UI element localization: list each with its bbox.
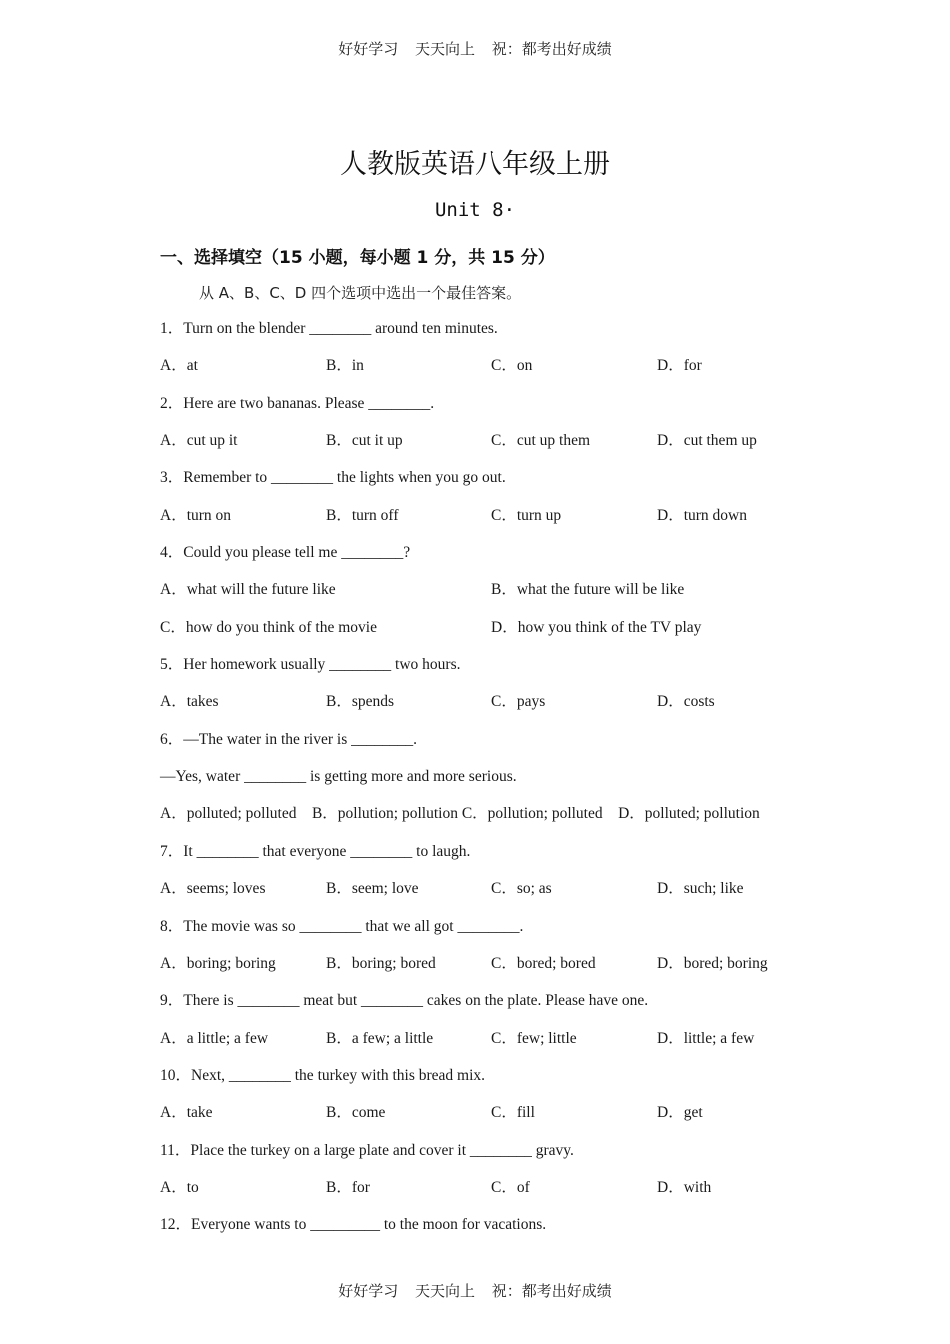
question-list bbox=[160, 317, 820, 1251]
option-a: A．what will the future like bbox=[160, 581, 336, 599]
instruction-text: 从 A、B、C、D 四个选项中选出一个最佳答案。 bbox=[199, 284, 522, 302]
option-row bbox=[160, 1027, 820, 1064]
option-c: C．so; as bbox=[491, 880, 552, 898]
option-a: A．take bbox=[160, 1104, 213, 1122]
option-row bbox=[160, 1176, 820, 1213]
question-stem: 2．Here are two bananas. Please ________. bbox=[160, 394, 435, 412]
option-b: B．seem; love bbox=[326, 880, 419, 898]
option-c: C．cut up them bbox=[491, 432, 591, 450]
option-b: B．turn off bbox=[326, 506, 399, 524]
header-left: 好好学习 bbox=[338, 40, 399, 58]
question-stem: 10．Next, ________ the turkey with this bread mix. bbox=[160, 1066, 486, 1084]
document-title: 人教版英语八年级上册 bbox=[340, 149, 610, 180]
option-row bbox=[160, 690, 820, 727]
option-a: A．seems; loves bbox=[160, 880, 266, 898]
question-stem: 9．There is ________ meat but ________ cakes on the plate. Please have one. bbox=[160, 992, 649, 1010]
header-middle: 天天向上 bbox=[414, 40, 475, 58]
option-b: B．boring; bored bbox=[326, 954, 436, 972]
footer-left: 好好学习 bbox=[338, 1282, 399, 1300]
question-stem: 12．Everyone wants to _________ to the moon for vacations. bbox=[160, 1216, 547, 1234]
question-stem: 11．Place the turkey on a large plate and cover it ________ gravy. bbox=[160, 1141, 574, 1159]
option-d: D．costs bbox=[657, 693, 715, 711]
option-b: B．what the future will be like bbox=[491, 581, 685, 599]
option-c: C．turn up bbox=[491, 506, 562, 524]
option-c: C．fill bbox=[491, 1104, 535, 1122]
question-stem-reply: —Yes, water ________ is getting more and more serious. bbox=[160, 768, 517, 786]
option-c: C．on bbox=[491, 357, 533, 375]
option-a: A．boring; boring bbox=[160, 954, 276, 972]
question-stem: 3．Remember to ________ the lights when you go out. bbox=[160, 469, 506, 487]
option-d: D．bored; boring bbox=[657, 954, 768, 972]
option-c: C．of bbox=[491, 1178, 530, 1196]
option-a: A．a little; a few bbox=[160, 1029, 269, 1047]
option-d: D．turn down bbox=[657, 506, 747, 524]
option-row bbox=[160, 354, 820, 391]
option-row bbox=[160, 1101, 820, 1138]
question-stem: 7．It ________ that everyone ________ to laugh. bbox=[160, 842, 471, 860]
option-row: A．polluted; polluted B．pollution; pollution C．pollution; polluted D．polluted; pollution bbox=[160, 805, 760, 823]
option-c: C．how do you think of the movie bbox=[160, 618, 377, 636]
option-b: B．come bbox=[326, 1104, 386, 1122]
option-a: A．turn on bbox=[160, 506, 232, 524]
section-heading: 一、选择填空（15 小题，每小题 1 分，共 15 分） bbox=[160, 248, 555, 268]
option-c: C．bored; bored bbox=[491, 954, 596, 972]
option-a: A．to bbox=[160, 1178, 199, 1196]
option-b: B．a few; a little bbox=[326, 1029, 434, 1047]
document-subtitle: Unit 8· bbox=[434, 199, 516, 221]
option-row bbox=[160, 578, 820, 615]
option-b: B．in bbox=[326, 357, 364, 375]
option-c: C．few; little bbox=[491, 1029, 577, 1047]
option-a: A．cut up it bbox=[160, 432, 238, 450]
option-d: D．how you think of the TV play bbox=[491, 618, 702, 636]
option-d: D．for bbox=[657, 357, 702, 375]
option-d: D．little; a few bbox=[657, 1029, 755, 1047]
option-c: C．pays bbox=[491, 693, 546, 711]
option-d: D．with bbox=[657, 1178, 712, 1196]
footer-middle: 天天向上 bbox=[414, 1282, 475, 1300]
option-b: B．cut it up bbox=[326, 432, 403, 450]
option-a: A．takes bbox=[160, 693, 219, 711]
option-a: A．at bbox=[160, 357, 198, 375]
footer-right: 祝：都考出好成绩 bbox=[491, 1282, 612, 1300]
page-header bbox=[0, 38, 950, 59]
question-stem: 1．Turn on the blender ________ around ten minutes. bbox=[160, 320, 498, 337]
question-stem: 6．—The water in the river is ________. bbox=[160, 730, 417, 748]
option-d: D．such; like bbox=[657, 880, 744, 898]
option-row bbox=[160, 952, 820, 989]
option-d: D．get bbox=[657, 1104, 703, 1122]
option-d: D．cut them up bbox=[657, 432, 757, 450]
option-row bbox=[160, 616, 820, 653]
page-footer bbox=[0, 1280, 950, 1301]
header-right: 祝：都考出好成绩 bbox=[491, 40, 612, 58]
option-row bbox=[160, 877, 820, 914]
option-row bbox=[160, 429, 820, 466]
question-stem: 5．Her homework usually ________ two hours. bbox=[160, 656, 461, 674]
option-b: B．spends bbox=[326, 693, 395, 711]
option-row bbox=[160, 504, 820, 541]
option-b: B．for bbox=[326, 1178, 370, 1196]
question-stem: 8．The movie was so ________ that we all got ________. bbox=[160, 917, 524, 935]
question-stem: 4．Could you please tell me ________? bbox=[160, 544, 411, 562]
